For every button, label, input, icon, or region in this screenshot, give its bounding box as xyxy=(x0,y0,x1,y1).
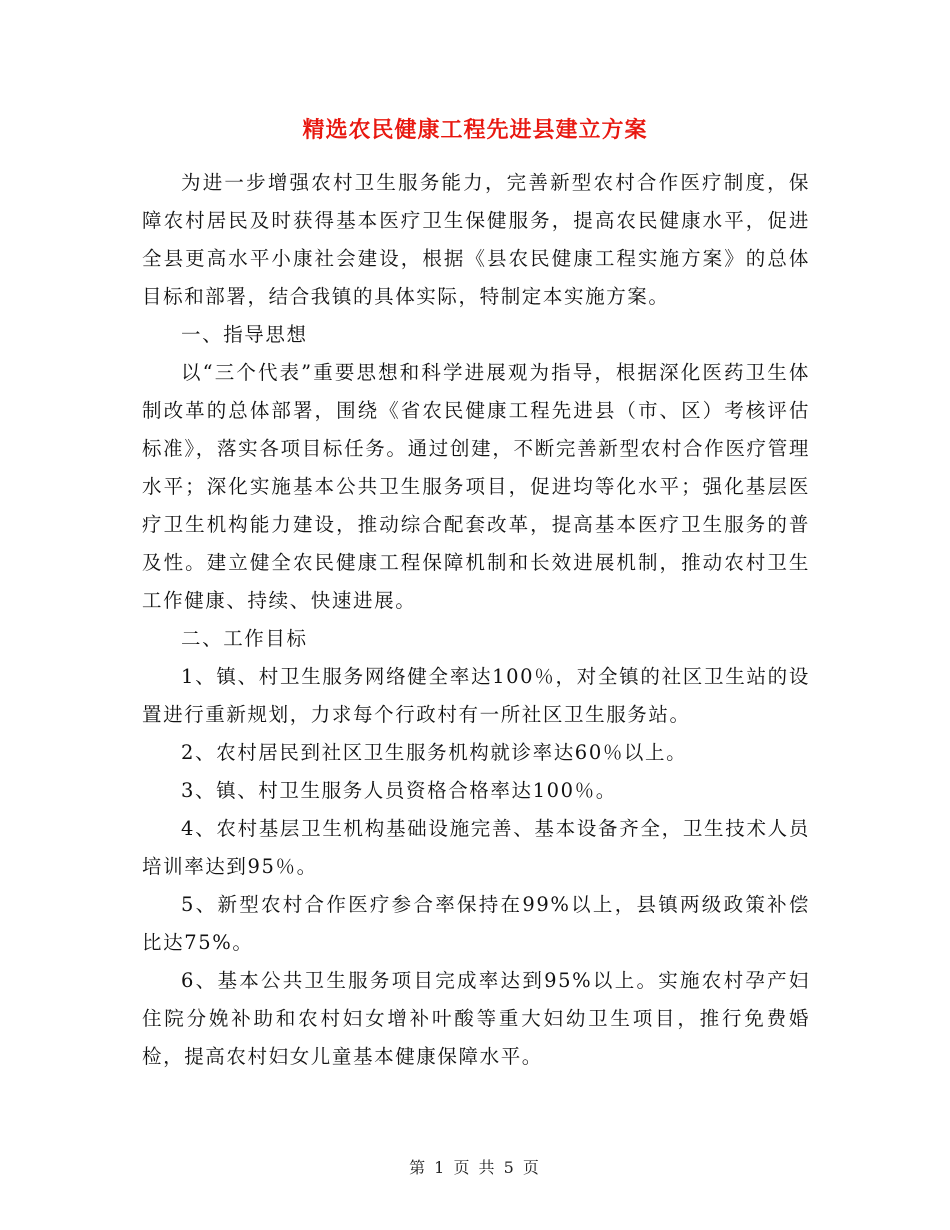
goal-item-1: 1、镇、村卫生服务网络健全率达100％，对全镇的社区卫生站的设置进行重新规划，力求每个行政村有一所社区卫生服务站。 xyxy=(142,665,810,726)
goal-item-5: 5、新型农村合作医疗参合率保持在99%以上，县镇两级政策补偿比达75%。 xyxy=(142,893,810,954)
page-number-footer: 第 1 页 共 5 页 xyxy=(409,1158,541,1177)
goal-item-3: 3、镇、村卫生服务人员资格合格率达100％。 xyxy=(181,779,617,802)
intro-paragraph: 为进一步增强农村卫生服务能力，完善新型农村合作医疗制度，保障农村居民及时获得基本医疗卫生保健服务，提高农民健康水平，促进全县更高水平小康社会建设，根据《县农民健康工程实施方案》的总体目标和部署，结合我镇的具体实际，特制定本实施方案。 xyxy=(142,171,810,308)
goal-item-6: 6、基本公共卫生服务项目完成率达到95%以上。实施农村孕产妇住院分娩补助和农村妇女增补叶酸等重大妇幼卫生项目，推行免费婚检，提高农村妇女儿童基本健康保障水平。 xyxy=(142,969,810,1068)
section-heading-guiding-ideology: 一、指导思想 xyxy=(181,323,308,346)
guiding-ideology-paragraph: 以“三个代表”重要思想和科学进展观为指导，根据深化医药卫生体制改革的总体部署，围绕《省农民健康工程先进县（市、区）考核评估标准》，落实各项目标任务。通过创建，不断完善新型农村合作医疗管理水平；深化实施基本公共卫生服务项目，促进均等化水平；强化基层医疗卫生机构能力建设，推动综合配套改革，提高基本医疗卫生服务的普及性。建立健全农民健康工程保障机制和长效进展机制，推动农村卫生工作健康、持续、快速进展。 xyxy=(142,361,810,612)
section-heading-work-goals: 二、工作目标 xyxy=(181,627,308,650)
document-body xyxy=(142,164,810,1076)
goal-item-2: 2、农村居民到社区卫生服务机构就诊率达60％以上。 xyxy=(181,741,688,764)
document-title: 精选农民健康工程先进县建立方案 xyxy=(302,117,648,143)
goal-item-4: 4、农村基层卫生机构基础设施完善、基本设备齐全，卫生技术人员培训率达到95％。 xyxy=(142,817,810,878)
